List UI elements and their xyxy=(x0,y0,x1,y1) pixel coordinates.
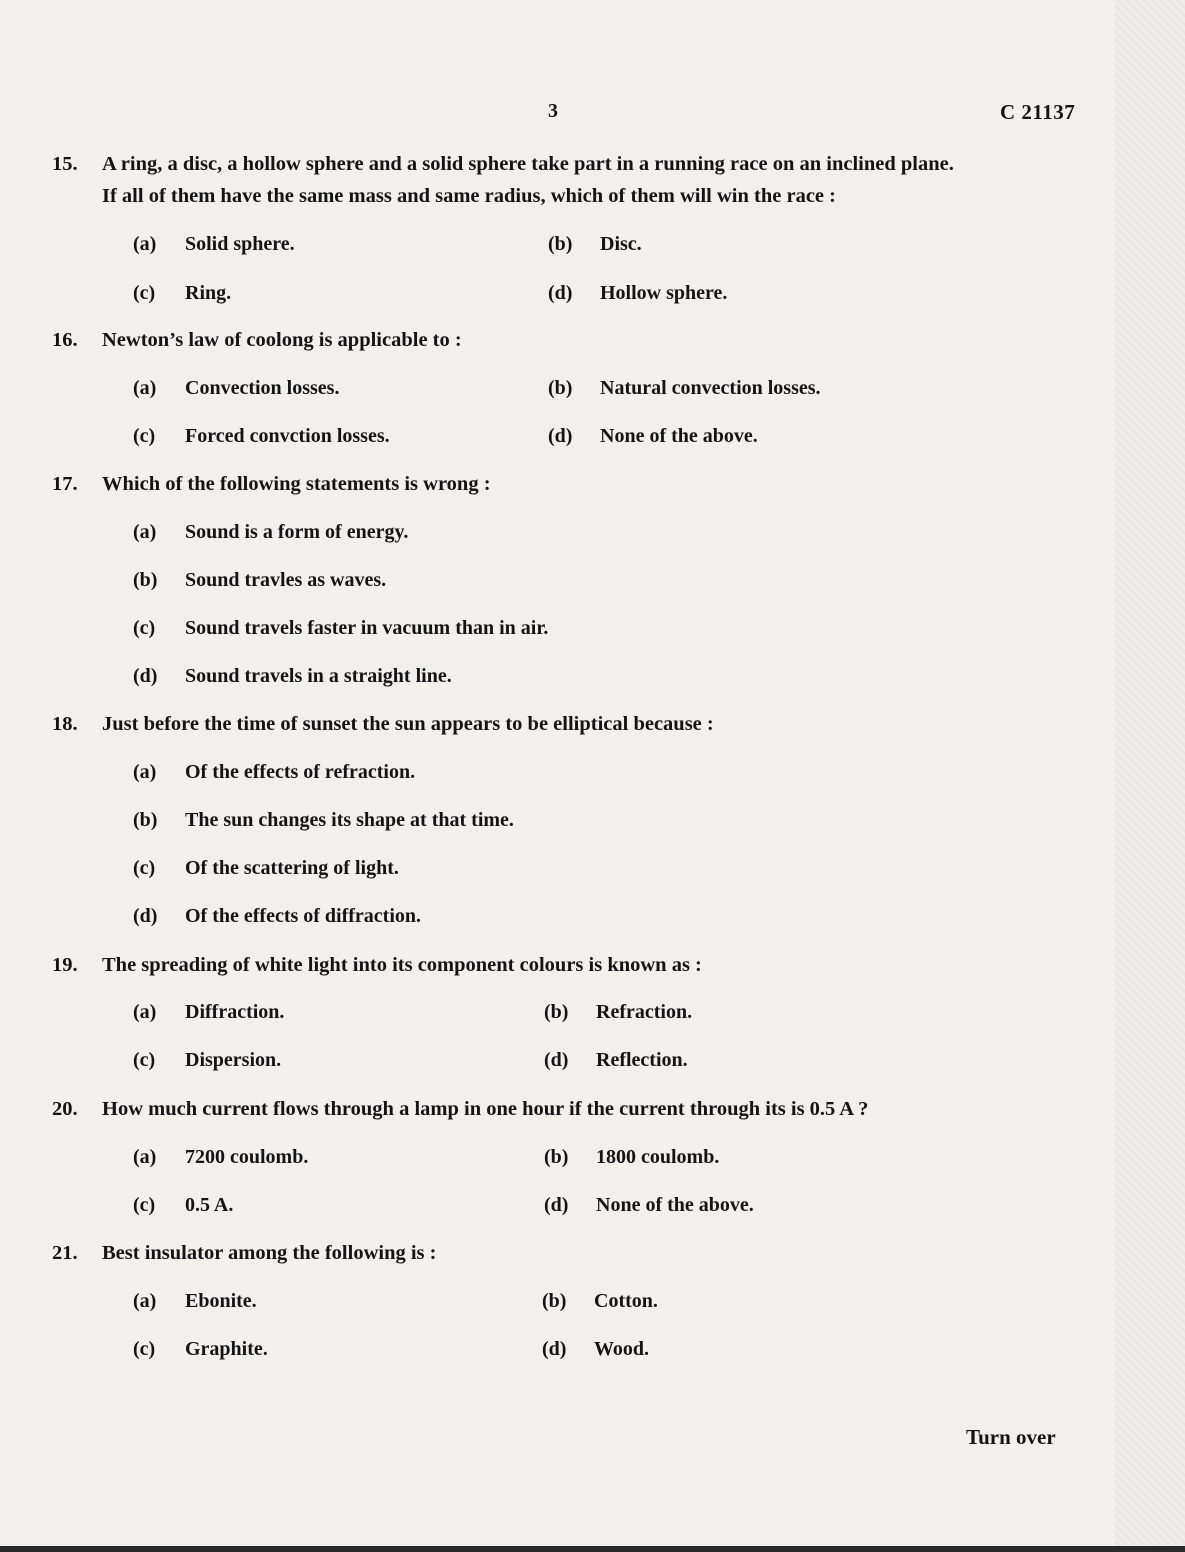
option-text: None of the above. xyxy=(596,1194,754,1216)
option-text: Graphite. xyxy=(185,1338,268,1360)
page-number: 3 xyxy=(548,100,558,122)
option-label: (c) xyxy=(133,1338,156,1360)
question-text: Just before the time of sunset the sun appears to be elliptical because : xyxy=(102,713,714,735)
question-number: 18. xyxy=(52,713,78,735)
question-number: 20. xyxy=(52,1098,78,1120)
option-text: Sound travles as waves. xyxy=(185,569,387,591)
option-label: (c) xyxy=(133,1194,156,1216)
page-edge-texture xyxy=(1115,0,1185,1552)
option-text: Diffraction. xyxy=(185,1001,285,1023)
option-17c xyxy=(133,615,548,641)
option-text: Natural convection losses. xyxy=(600,377,821,399)
option-label: (a) xyxy=(133,377,157,399)
option-text: Hollow sphere. xyxy=(600,282,728,304)
option-text: Of the effects of diffraction. xyxy=(185,905,422,927)
option-17d xyxy=(133,663,452,689)
question-number: 19. xyxy=(52,954,78,976)
option-label: (a) xyxy=(133,521,157,543)
question-text: The spreading of white light into its component colours is known as : xyxy=(102,954,702,976)
question-text: Newton’s law of coolong is applicable to : xyxy=(102,329,462,351)
option-label: (b) xyxy=(548,233,573,255)
option-label: (d) xyxy=(544,1194,569,1216)
option-18a xyxy=(133,759,415,785)
option-21c xyxy=(133,1336,268,1362)
option-text: Refraction. xyxy=(596,1001,693,1023)
option-text: Convection losses. xyxy=(185,377,340,399)
option-text: Dispersion. xyxy=(185,1049,282,1071)
option-label: (a) xyxy=(133,1290,157,1312)
option-label: (d) xyxy=(133,665,158,687)
option-text: 1800 coulomb. xyxy=(596,1146,720,1168)
option-label: (a) xyxy=(133,1001,157,1023)
option-text: None of the above. xyxy=(600,425,758,447)
option-19d xyxy=(544,1047,688,1073)
option-17b xyxy=(133,567,386,593)
page-bottom-edge xyxy=(0,1546,1185,1552)
option-label: (c) xyxy=(133,1049,156,1071)
option-label: (b) xyxy=(544,1146,569,1168)
option-18b xyxy=(133,807,514,833)
option-18c xyxy=(133,855,399,881)
option-text: Sound is a form of energy. xyxy=(185,521,409,543)
option-label: (c) xyxy=(133,617,156,639)
option-text: Solid sphere. xyxy=(185,233,295,255)
option-label: (d) xyxy=(542,1338,567,1360)
option-label: (b) xyxy=(544,1001,569,1023)
question-text: Best insulator among the following is : xyxy=(102,1242,437,1264)
option-15a xyxy=(133,231,295,257)
option-20d xyxy=(544,1192,754,1218)
option-19b xyxy=(544,999,692,1025)
option-17a xyxy=(133,519,408,545)
option-15d xyxy=(548,280,727,306)
question-text: A ring, a disc, a hollow sphere and a solid sphere take part in a running race on an inclined plane. xyxy=(102,153,954,175)
option-20c xyxy=(133,1192,233,1218)
option-label: (c) xyxy=(133,282,156,304)
question-number: 21. xyxy=(52,1242,78,1264)
option-18d xyxy=(133,903,421,929)
option-text: 7200 coulomb. xyxy=(185,1146,309,1168)
option-label: (d) xyxy=(548,425,573,447)
question-number: 16. xyxy=(52,329,78,351)
option-20b xyxy=(544,1144,719,1170)
question-number: 15. xyxy=(52,153,78,175)
option-text: Sound travels faster in vacuum than in air. xyxy=(185,617,549,639)
option-16a xyxy=(133,375,339,401)
option-15c xyxy=(133,280,231,306)
option-label: (a) xyxy=(133,1146,157,1168)
option-text: 0.5 A. xyxy=(185,1194,234,1216)
turn-over-label: Turn over xyxy=(966,1425,1056,1449)
option-text: Sound travels in a straight line. xyxy=(185,665,452,687)
option-label: (b) xyxy=(133,809,158,831)
paper-code: C 21137 xyxy=(1000,100,1076,124)
option-text: Forced convction losses. xyxy=(185,425,390,447)
option-label: (b) xyxy=(548,377,573,399)
option-16c xyxy=(133,423,390,449)
option-text: Ring. xyxy=(185,282,232,304)
option-16b xyxy=(548,375,821,401)
option-label: (d) xyxy=(548,282,573,304)
question-text: How much current flows through a lamp in one hour if the current through its is 0.5 A ? xyxy=(102,1098,869,1120)
option-20a xyxy=(133,1144,308,1170)
option-label: (a) xyxy=(133,761,157,783)
option-text: Wood. xyxy=(594,1338,650,1360)
option-text: Cotton. xyxy=(594,1290,658,1312)
question-text: Which of the following statements is wrong : xyxy=(102,473,491,495)
option-15b xyxy=(548,231,642,257)
option-label: (a) xyxy=(133,233,157,255)
option-label: (c) xyxy=(133,857,156,879)
question-number: 17. xyxy=(52,473,78,495)
option-label: (c) xyxy=(133,425,156,447)
option-text: The sun changes its shape at that time. xyxy=(185,809,514,831)
option-text: Of the effects of refraction. xyxy=(185,761,416,783)
question-text-continued: If all of them have the same mass and same radius, which of them will win the race : xyxy=(102,185,836,207)
option-text: Of the scattering of light. xyxy=(185,857,399,879)
option-label: (d) xyxy=(544,1049,569,1071)
option-16d xyxy=(548,423,758,449)
option-text: Reflection. xyxy=(596,1049,688,1071)
option-text: Disc. xyxy=(600,233,642,255)
option-label: (b) xyxy=(133,569,158,591)
option-text: Ebonite. xyxy=(185,1290,257,1312)
option-19c xyxy=(133,1047,281,1073)
option-21a xyxy=(133,1288,257,1314)
option-21d xyxy=(542,1336,649,1362)
option-21b xyxy=(542,1288,658,1314)
option-19a xyxy=(133,999,284,1025)
option-label: (d) xyxy=(133,905,158,927)
option-label: (b) xyxy=(542,1290,567,1312)
